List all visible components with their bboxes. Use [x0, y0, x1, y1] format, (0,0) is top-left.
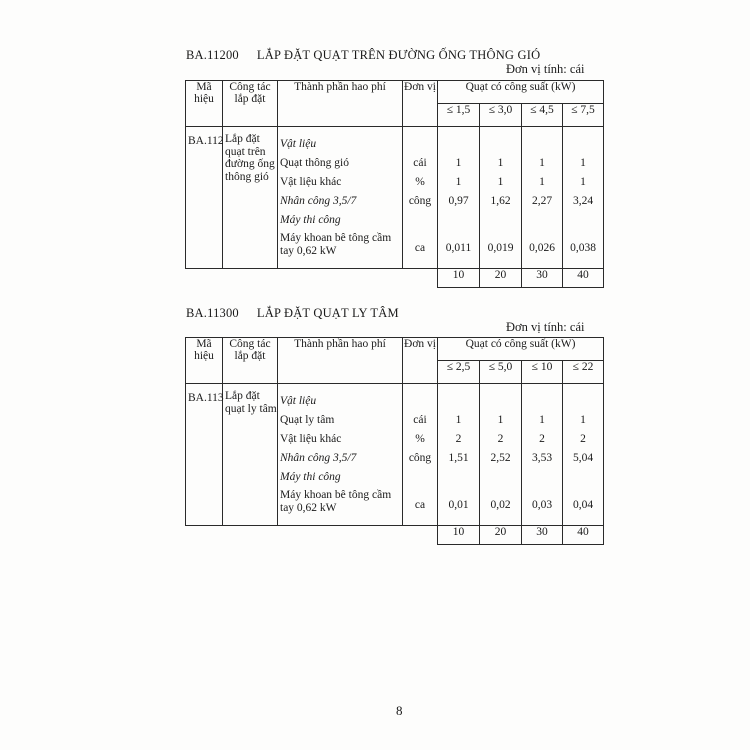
norm-value [480, 211, 521, 230]
norm-value: 1 [539, 157, 545, 169]
item-code: BA.113 [186, 384, 223, 526]
norm-value [563, 211, 603, 230]
norm-value [438, 135, 479, 154]
norm-value [522, 392, 562, 411]
norm-value [522, 211, 562, 230]
norm-table-ba11200 [185, 80, 604, 288]
norm-value [522, 135, 562, 154]
footer-code: 20 [480, 269, 522, 288]
values-cell [480, 384, 522, 526]
component-label: Vật liệu khác [280, 176, 342, 188]
component-label: Máy khoan bê tông cầm tay 0,62 kW [280, 489, 392, 514]
norm-value: 3,53 [531, 452, 553, 464]
header-capacity: ≤ 2,5 [438, 361, 480, 384]
norm-value: 0,011 [445, 241, 472, 254]
norm-value: 1 [497, 176, 504, 188]
header-don-vi: Đơn vị [403, 81, 438, 127]
footer-code: 40 [563, 269, 604, 288]
component-label: Vật liệu [280, 138, 317, 150]
item-work: Lắp đặt quạt trên đường ống thông gió [223, 127, 278, 269]
header-capacity: ≤ 1,5 [438, 104, 480, 127]
norm-value [438, 211, 479, 230]
footer-code: 20 [480, 526, 522, 545]
norm-value: 0,03 [531, 498, 553, 511]
components-cell [278, 127, 403, 269]
component-label: Vật liệu [280, 395, 317, 407]
norm-value: 2,52 [490, 452, 511, 464]
norm-value [480, 392, 521, 411]
norm-value: 3,24 [572, 195, 594, 207]
norm-value: 2 [539, 433, 545, 445]
norm-value: 1 [455, 176, 462, 188]
section-code: BA.11200 [186, 48, 239, 62]
component-label: Máy khoan bê tông cầm tay 0,62 kW [280, 232, 392, 257]
footer-code: 10 [438, 526, 480, 545]
header-capacity: ≤ 4,5 [522, 104, 563, 127]
norm-value: 1 [497, 157, 504, 169]
unit-label [403, 468, 437, 487]
header-don-vi: Đơn vị [403, 338, 438, 384]
values-cell [522, 127, 563, 269]
values-cell [563, 127, 604, 269]
section-heading: LẮP ĐẶT QUẠT LY TÂM [256, 306, 399, 320]
header-capacity-group: Quạt có công suất (kW) [438, 338, 604, 361]
section-title-ba11200 [186, 48, 540, 63]
units-cell [403, 127, 438, 269]
norm-value: 0,026 [529, 241, 555, 254]
norm-value: 1,51 [448, 452, 469, 464]
header-cong-tac: Công tác lắp đặt [223, 338, 278, 384]
norm-value [563, 135, 603, 154]
norm-value [480, 468, 521, 487]
values-cell [438, 127, 480, 269]
component-label: Quạt thông gió [280, 157, 349, 169]
norm-value [522, 468, 562, 487]
norm-value: 1 [580, 414, 586, 426]
component-label: Nhân công 3,5/7 [280, 195, 357, 207]
unit-label: cái [413, 157, 427, 169]
norm-value: 0,038 [570, 241, 596, 254]
unit-label: ca [414, 241, 426, 254]
unit-note: Đơn vị tính: cái [506, 320, 585, 334]
unit-label [403, 211, 437, 230]
norm-value: 0,02 [490, 498, 511, 511]
unit-label [403, 135, 437, 154]
page-number: 8 [396, 703, 403, 718]
values-cell [480, 127, 522, 269]
header-capacity: ≤ 22 [563, 361, 604, 384]
header-capacity: ≤ 3,0 [480, 104, 522, 127]
norm-value: 0,01 [448, 498, 469, 511]
unit-label: cái [413, 414, 427, 426]
section-heading: LẮP ĐẶT QUẠT TRÊN ĐƯỜNG ỐNG THÔNG GIÓ [256, 48, 541, 62]
norm-value [563, 468, 603, 487]
norm-value: 1 [539, 176, 545, 188]
footer-code: 30 [522, 526, 563, 545]
values-cell [522, 384, 563, 526]
header-cong-tac: Công tác lắp đặt [223, 81, 278, 127]
units-cell [403, 384, 438, 526]
item-work: Lắp đặt quạt ly tâm [223, 384, 278, 526]
values-cell [438, 384, 480, 526]
norm-value: 0,97 [448, 195, 469, 207]
component-label: Quạt ly tâm [280, 414, 335, 426]
values-cell [563, 384, 604, 526]
unit-label: công [408, 195, 432, 207]
component-label: Máy thi công [280, 471, 341, 483]
norm-value: 2 [580, 433, 586, 445]
norm-value: 2 [455, 433, 462, 445]
header-capacity: ≤ 7,5 [563, 104, 604, 127]
norm-value: 1 [580, 176, 586, 188]
norm-value: 2,27 [531, 195, 553, 207]
norm-value: 2 [497, 433, 504, 445]
norm-value [480, 135, 521, 154]
norm-value [563, 392, 603, 411]
unit-label: công [408, 452, 432, 464]
norm-value: 0,04 [572, 498, 594, 511]
header-ma-hieu: Mã hiệu [186, 81, 223, 127]
unit-label [403, 392, 437, 411]
norm-value: 1 [455, 414, 462, 426]
norm-value [438, 392, 479, 411]
component-label: Nhân công 3,5/7 [280, 452, 357, 464]
unit-note: Đơn vị tính: cái [506, 62, 585, 76]
section-title-ba11300 [186, 306, 399, 321]
unit-label: ca [414, 498, 426, 511]
norm-value: 1 [580, 157, 586, 169]
header-capacity-group: Quạt có công suất (kW) [438, 81, 604, 104]
norm-value [438, 468, 479, 487]
footer-code: 40 [563, 526, 604, 545]
norm-value: 1,62 [490, 195, 511, 207]
header-capacity: ≤ 5,0 [480, 361, 522, 384]
components-cell [278, 384, 403, 526]
norm-value: 1 [539, 414, 545, 426]
header-capacity: ≤ 10 [522, 361, 563, 384]
footer-code: 30 [522, 269, 563, 288]
unit-label: % [415, 433, 425, 445]
norm-value: 5,04 [572, 452, 594, 464]
norm-value: 1 [455, 157, 462, 169]
norm-table-ba11300 [185, 337, 604, 545]
header-ma-hieu: Mã hiệu [186, 338, 223, 384]
norm-value: 1 [497, 414, 504, 426]
norm-value: 0,019 [487, 241, 514, 254]
component-label: Máy thi công [280, 214, 341, 226]
component-label: Vật liệu khác [280, 433, 342, 445]
section-code: BA.11300 [186, 306, 239, 320]
header-thanh-phan: Thành phần hao phí [278, 81, 403, 127]
footer-code: 10 [438, 269, 480, 288]
item-code: BA.112 [186, 127, 223, 269]
unit-label: % [415, 176, 425, 188]
header-thanh-phan: Thành phần hao phí [278, 338, 403, 384]
